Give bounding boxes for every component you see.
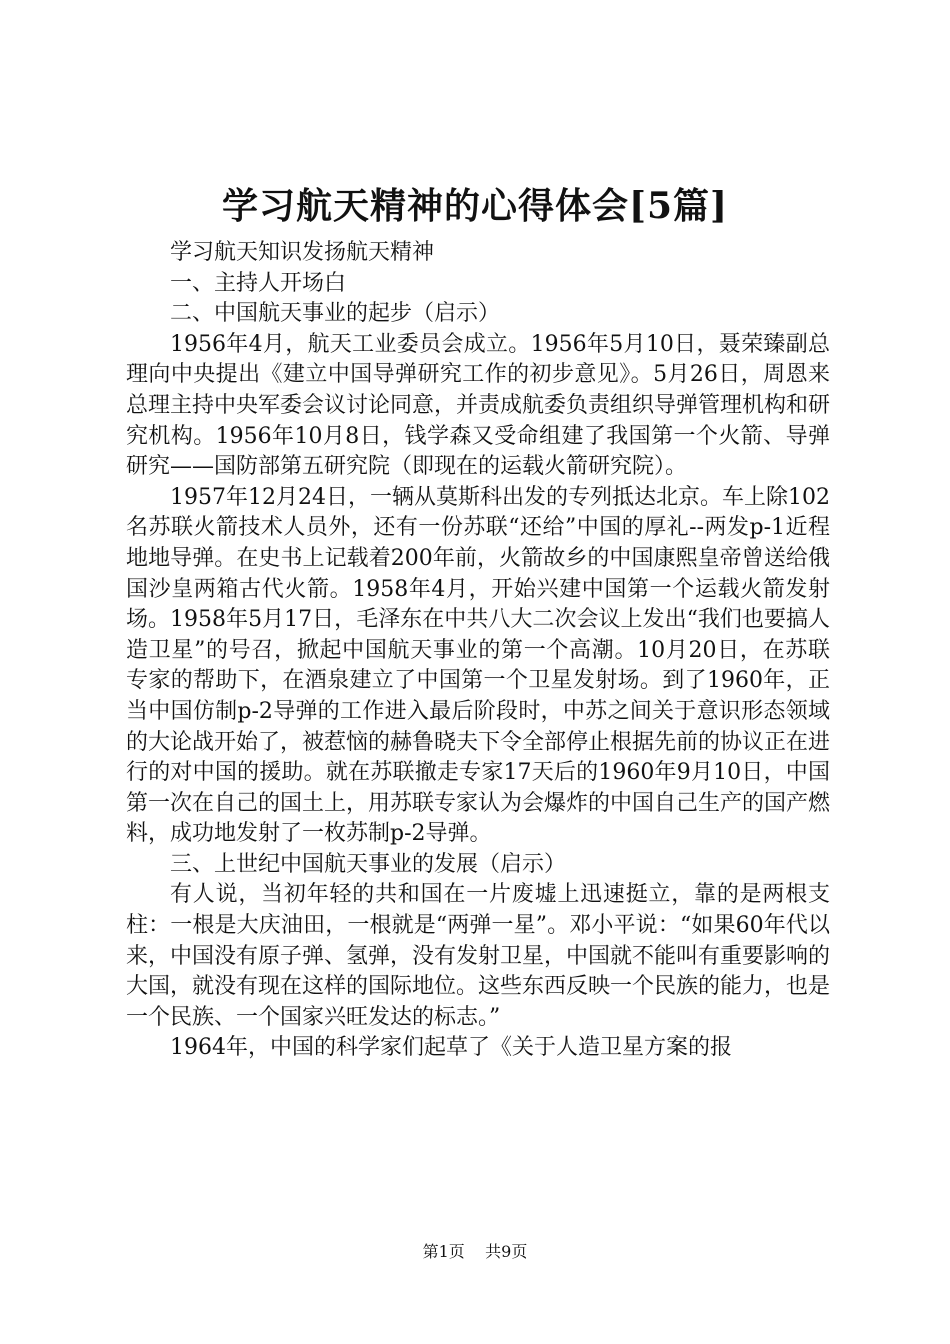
page-total: 共9页: [485, 1242, 528, 1261]
paragraph: 三、上世纪中国航天事业的发展（启示）: [170, 851, 567, 877]
paragraph: 1964年，中国的科学家们起草了《关于人造卫星方案的报: [170, 1035, 732, 1061]
paragraph: 有人说，当初年轻的共和国在一片废墟上迅速挺立，靠的是两根支柱：一根是大庆油田，一根就是“两弹一星”。邓小平说：“如果60年代以来，中国没有原子弹、氢弹，没有发射卫星，中国就不能叫有重要影响的大国，就没有现在这样的国际地位。这些东西反映一个民族的能力，也是一个民族、一个国家兴旺发达的标志。”: [126, 882, 831, 1030]
page-number: 第1页: [422, 1242, 465, 1261]
paragraph: 一、主持人开场白: [170, 270, 347, 296]
paragraph: 二、中国航天事业的起步（启示）: [170, 301, 501, 327]
page-footer: [0, 1240, 950, 1264]
document-body: [126, 238, 830, 1064]
document-title: 学习航天精神的心得体会[5篇]: [221, 185, 729, 227]
paragraph: 1956年4月，航天工业委员会成立。1956年5月10日，聂荣臻副总理向中央提出《建立中国导弹研究工作的初步意见》。5月26日，周恩来总理主持中央军委会议讨论同意，并责成航委负责组织导弹管理机构和研究机构。1956年10月8日，钱学森又受命组建了我国第一个火箭、导弹研究——国防部第五研究院（即现在的运载火箭研究院）。: [126, 331, 831, 480]
paragraph: 学习航天知识发扬航天精神: [170, 240, 435, 265]
paragraph: 1957年12月24日，一辆从莫斯科出发的专列抵达北京。车上除102名苏联火箭技术人员外，还有一份苏联“还给”中国的厚礼--两发p-1近程地地导弹。在史书上记载着200年前，火箭故乡的中国康熙皇帝曾送给俄国沙皇两箱古代火箭。1958年4月，开始兴建中国第一个运载火箭发射场。1958年5月17日，毛泽东在中共八大二次会议上发出“我们也要搞人造卫星”的号召，掀起中国航天事业的第一个高潮。10月20日，在苏联专家的帮助下，在酒泉建立了中国第一个卫星发射场。到了1960年，正当中国仿制p-2导弹的工作进入最后阶段时，中苏之间关于意识形态领域的大论战开始了，被惹恼的赫鲁晓夫下令全部停止根据先前的协议正在进行的对中国的援助。就在苏联撤走专家17天后的1960年9月10日，中国第一次在自己的国土上，用苏联专家认为会爆炸的中国自己生产的国产燃料，成功地发射了一枚苏制p-2导弹。: [126, 484, 831, 847]
